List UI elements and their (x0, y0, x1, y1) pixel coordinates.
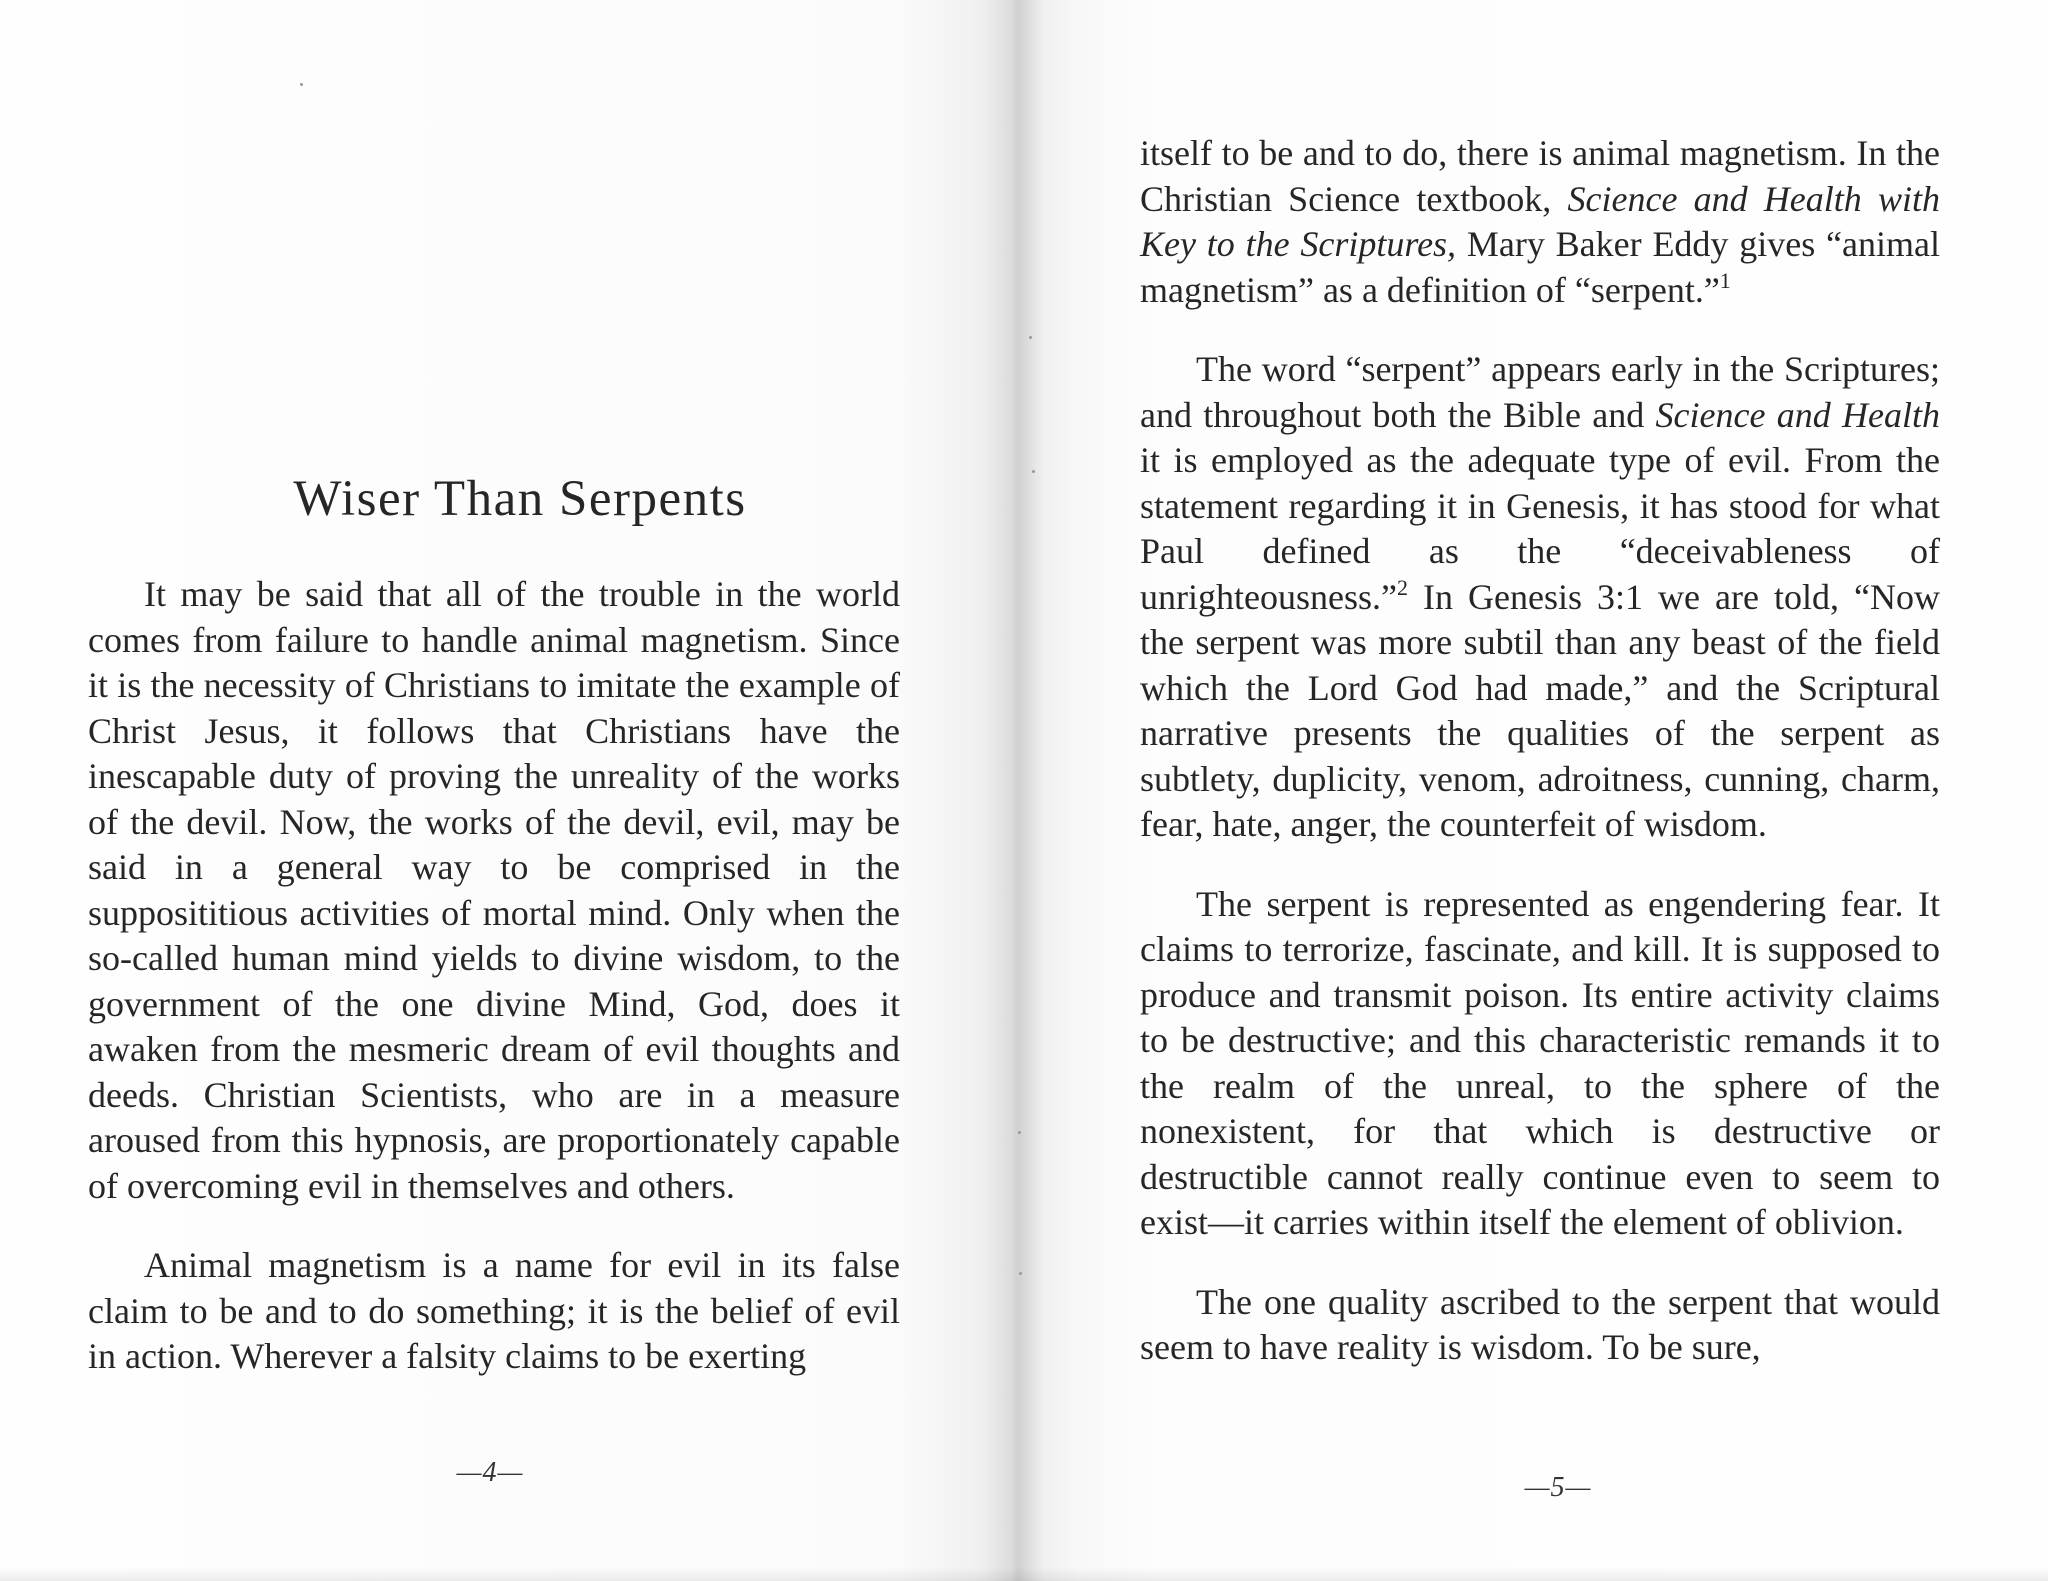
bottom-edge-shadow (0, 1567, 2048, 1581)
book-title-italic: Science and Health with Key to the Scriptures, (1140, 178, 1940, 264)
footnote-marker: 1 (1719, 267, 1731, 293)
footnote-marker: 2 (1396, 574, 1408, 600)
book-title-italic: Science and Health (1655, 394, 1940, 435)
paragraph: The one quality ascribed to the serpent that would seem to have reality is wisdom. To be sure, (1140, 1281, 1940, 1367)
paper-speck (1018, 1131, 1021, 1134)
text-span: itself to be and to do, there is animal magnetism. In the Christian Science textbook, (1140, 133, 1940, 219)
left-page-text (88, 572, 900, 1380)
paper-speck (1019, 1272, 1022, 1275)
text-span: Mary Baker Eddy gives “animal magnetism” as a definition of “serpent.” (1140, 224, 1940, 310)
book-gutter (985, 0, 1045, 1581)
page-number-left: —4— (456, 1457, 524, 1488)
paper-speck (1029, 336, 1032, 339)
paragraph (1140, 131, 1940, 313)
paragraph (1140, 347, 1940, 848)
paragraph: It may be said that all of the trouble in the world comes from failure to handle animal magnetism. Since it is the necessity of Christians to imitate the example of Christ Jesus, it follows that Christians have the inescapable duty of proving the unreality of the works of the devil. Now, the works of the devil, evil, may be said in a general way to be comprised in the supposititious activities of mortal mind. Only when the so-called human mind yields to divine wisdom, to the government of the one divine Mind, God, does it awaken from the mesmeric dream of evil thoughts and deeds. Christian Scientists, who are in a measure aroused from this hypnosis, are proportionately capable of overcoming evil in themselves and others. (88, 574, 900, 1206)
page-number-right: —5— (1524, 1472, 1592, 1503)
paragraph: The serpent is represented as engendering fear. It claims to terrorize, fascinate, and kill. It is supposed to produce and transmit poison. Its entire activity claims to be destructive; and this characteristic remands it to the realm of the unreal, to the sphere of the nonexistent, for that which is destructive or destructible cannot really continue even to seem to exist—it carries within itself the element of oblivion. (1140, 883, 1940, 1242)
paper-speck (300, 83, 303, 86)
text-span: In Genesis 3:1 we are told, “Now the serpent was more subtil than any beast of the field which the Lord God had made,” and the Scriptural narrative presents the qualities of the serpent as subtlety, duplicity, venom, adroitness, cunning, charm, fear, hate, anger, the counterfeit of wisdom. (1140, 576, 1940, 844)
chapter-title: Wiser Than Serpents (293, 471, 747, 527)
text-span: it is employed as the adequate type of evil. From the statement regarding it in Genesis, it has stood for what Paul defined as the “deceivableness of unrighteousness.” (1140, 440, 1940, 617)
right-page-text (1140, 131, 1940, 1371)
text-span: The word “serpent” appears early in the Scriptures; and throughout both the Bible and (1140, 349, 1940, 435)
paper-speck (1032, 470, 1035, 473)
paragraph: Animal magnetism is a name for evil in its false claim to be and to do something; it is the belief of evil in action. Wherever a falsity claims to be exerting (88, 1245, 900, 1376)
